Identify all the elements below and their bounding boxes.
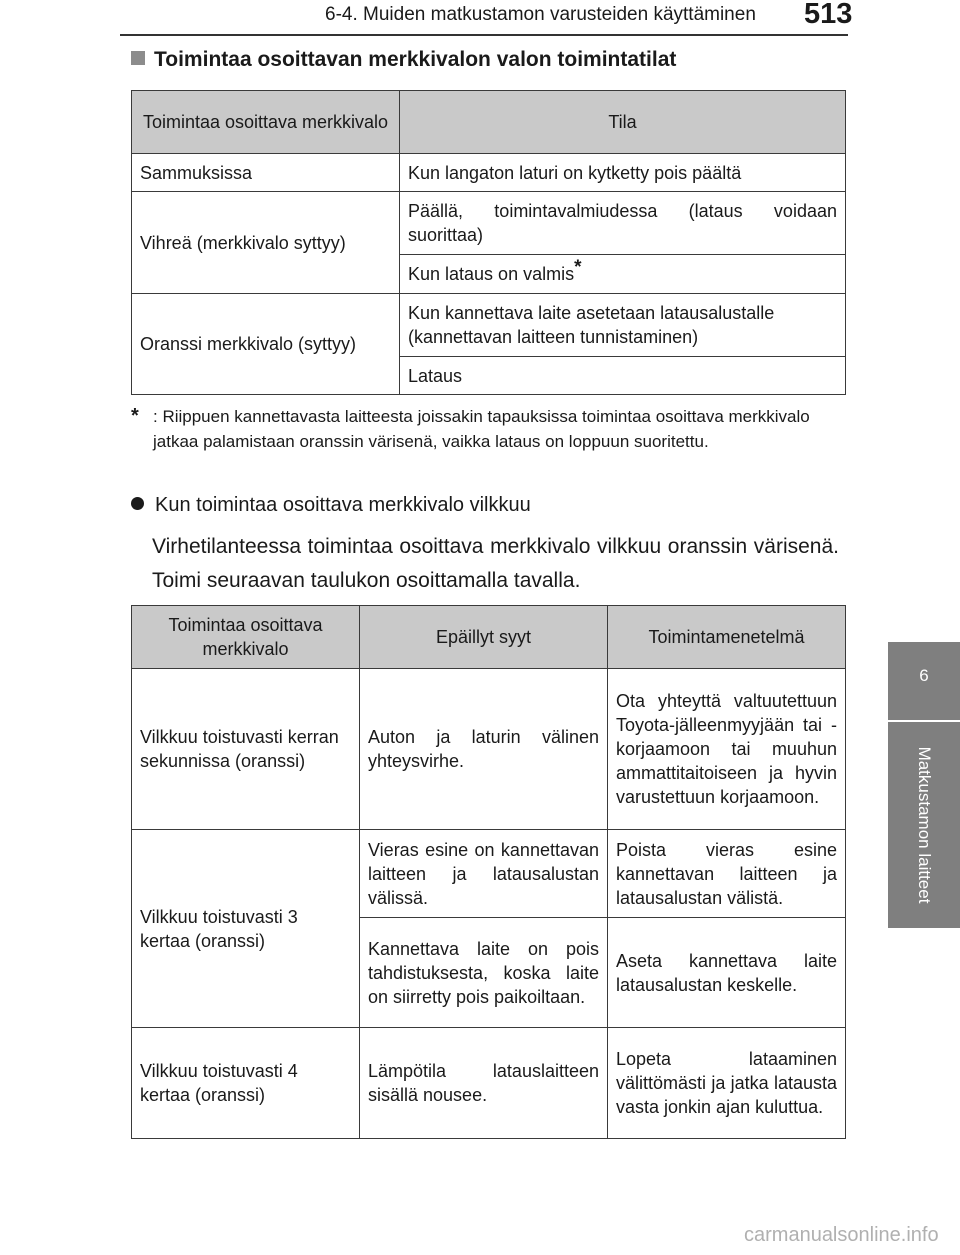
footnote (131, 404, 843, 454)
cause-cell: Lämpötila latauslaitteen sisällä nousee. (360, 1028, 608, 1139)
state-cell: Kun lataus on valmis* (400, 255, 846, 294)
footnote-text: : Riippuen kannettavasta laitteesta joissakin tapauksissa toimintaa osoittava merkkivalo jatkaa palamistaan oranssin värisenä, vaikka lataus on loppuun suoritettu. (153, 407, 810, 451)
subsection-heading-text: Kun toimintaa osoittava merkkivalo vilkkuu (155, 494, 531, 516)
indicator-states-table (131, 90, 846, 395)
action-cell: Lopeta lataaminen välittömästi ja jatka latausta vasta jonkin ajan kuluttua. (608, 1028, 846, 1139)
chapter-tab (888, 722, 960, 928)
table-row (132, 154, 846, 192)
cause-cell: Vieras esine on kannettavan laitteen ja latausalustan välissä. (360, 830, 608, 918)
table-header-row (132, 606, 846, 669)
subsection-heading (131, 494, 531, 517)
action-cell: Poista vieras esine kannettavan laitteen ja latausalustan välistä. (608, 830, 846, 918)
table-row (132, 294, 846, 357)
footnote-asterisk: * (131, 405, 139, 427)
table-row (132, 669, 846, 830)
header-divider (120, 34, 848, 36)
state-cell: Lataus (400, 357, 846, 395)
subsection-body: Virhetilanteessa toimintaa osoittava merkkivalo vilkkuu oranssin värisenä. Toimi seuraavan taulukon osoittamalla tavalla. (152, 535, 839, 592)
chapter-tab-number (888, 642, 960, 720)
site-watermark: carmanualsonline.info (744, 1224, 939, 1246)
action-cell: Ota yhteyttä valtuutettuun Toyota-jälleenmyyjään tai -korjaamoon tai muuhun ammattitaitoiseen ja hyvin varustettuun korjaamoon. (608, 669, 846, 830)
footnote-marker: * (574, 257, 582, 278)
chapter-title: Matkustamon laitteet (915, 746, 934, 904)
state-cell: Kun kannettava laite asetetaan latausalustalle (kannettavan laitteen tunnistaminen) (400, 294, 846, 357)
table-header-row (132, 91, 846, 154)
action-cell: Aseta kannettava laite latausalustan keskelle. (608, 918, 846, 1028)
column-header: Toimintaa osoittava merkkivalo (132, 606, 360, 669)
state-cell: Kun langaton laturi on kytketty pois päältä (400, 154, 846, 192)
indicator-cell: Vilkkuu toistuvasti 4 kertaa (oranssi) (132, 1028, 360, 1139)
table-row (132, 192, 846, 255)
column-header: Toimintaa osoittava merkkivalo (132, 91, 400, 154)
table-row (132, 830, 846, 918)
page-number: 513 (804, 0, 853, 30)
section-heading (131, 48, 676, 72)
indicator-cell: Vihreä (merkkivalo syttyy) (132, 192, 400, 294)
state-cell: Päällä, toimintavalmiudessa (lataus voidaan suorittaa) (400, 192, 846, 255)
indicator-cell: Vilkkuu toistuvasti kerran sekunnissa (oranssi) (132, 669, 360, 830)
square-bullet-icon (131, 51, 145, 65)
column-header: Toimintamenetelmä (608, 606, 846, 669)
cause-cell: Auton ja laturin välinen yhteysvirhe. (360, 669, 608, 830)
indicator-cell: Vilkkuu toistuvasti 3 kertaa (oranssi) (132, 830, 360, 1028)
column-header: Epäillyt syyt (360, 606, 608, 669)
blinking-troubleshooting-table (131, 605, 846, 1139)
running-header-title: 6-4. Muiden matkustamon varusteiden käyttäminen (325, 4, 756, 25)
section-heading-text: Toimintaa osoittavan merkkivalon valon toimintatilat (154, 48, 677, 71)
cause-cell: Kannettava laite on pois tahdistuksesta, koska laite on siirretty pois paikoiltaan. (360, 918, 608, 1028)
indicator-cell: Oranssi merkkivalo (syttyy) (132, 294, 400, 395)
round-bullet-icon (131, 497, 144, 510)
chapter-number: 6 (919, 666, 929, 685)
table-row (132, 1028, 846, 1139)
column-header: Tila (400, 91, 846, 154)
indicator-cell: Sammuksissa (132, 154, 400, 192)
